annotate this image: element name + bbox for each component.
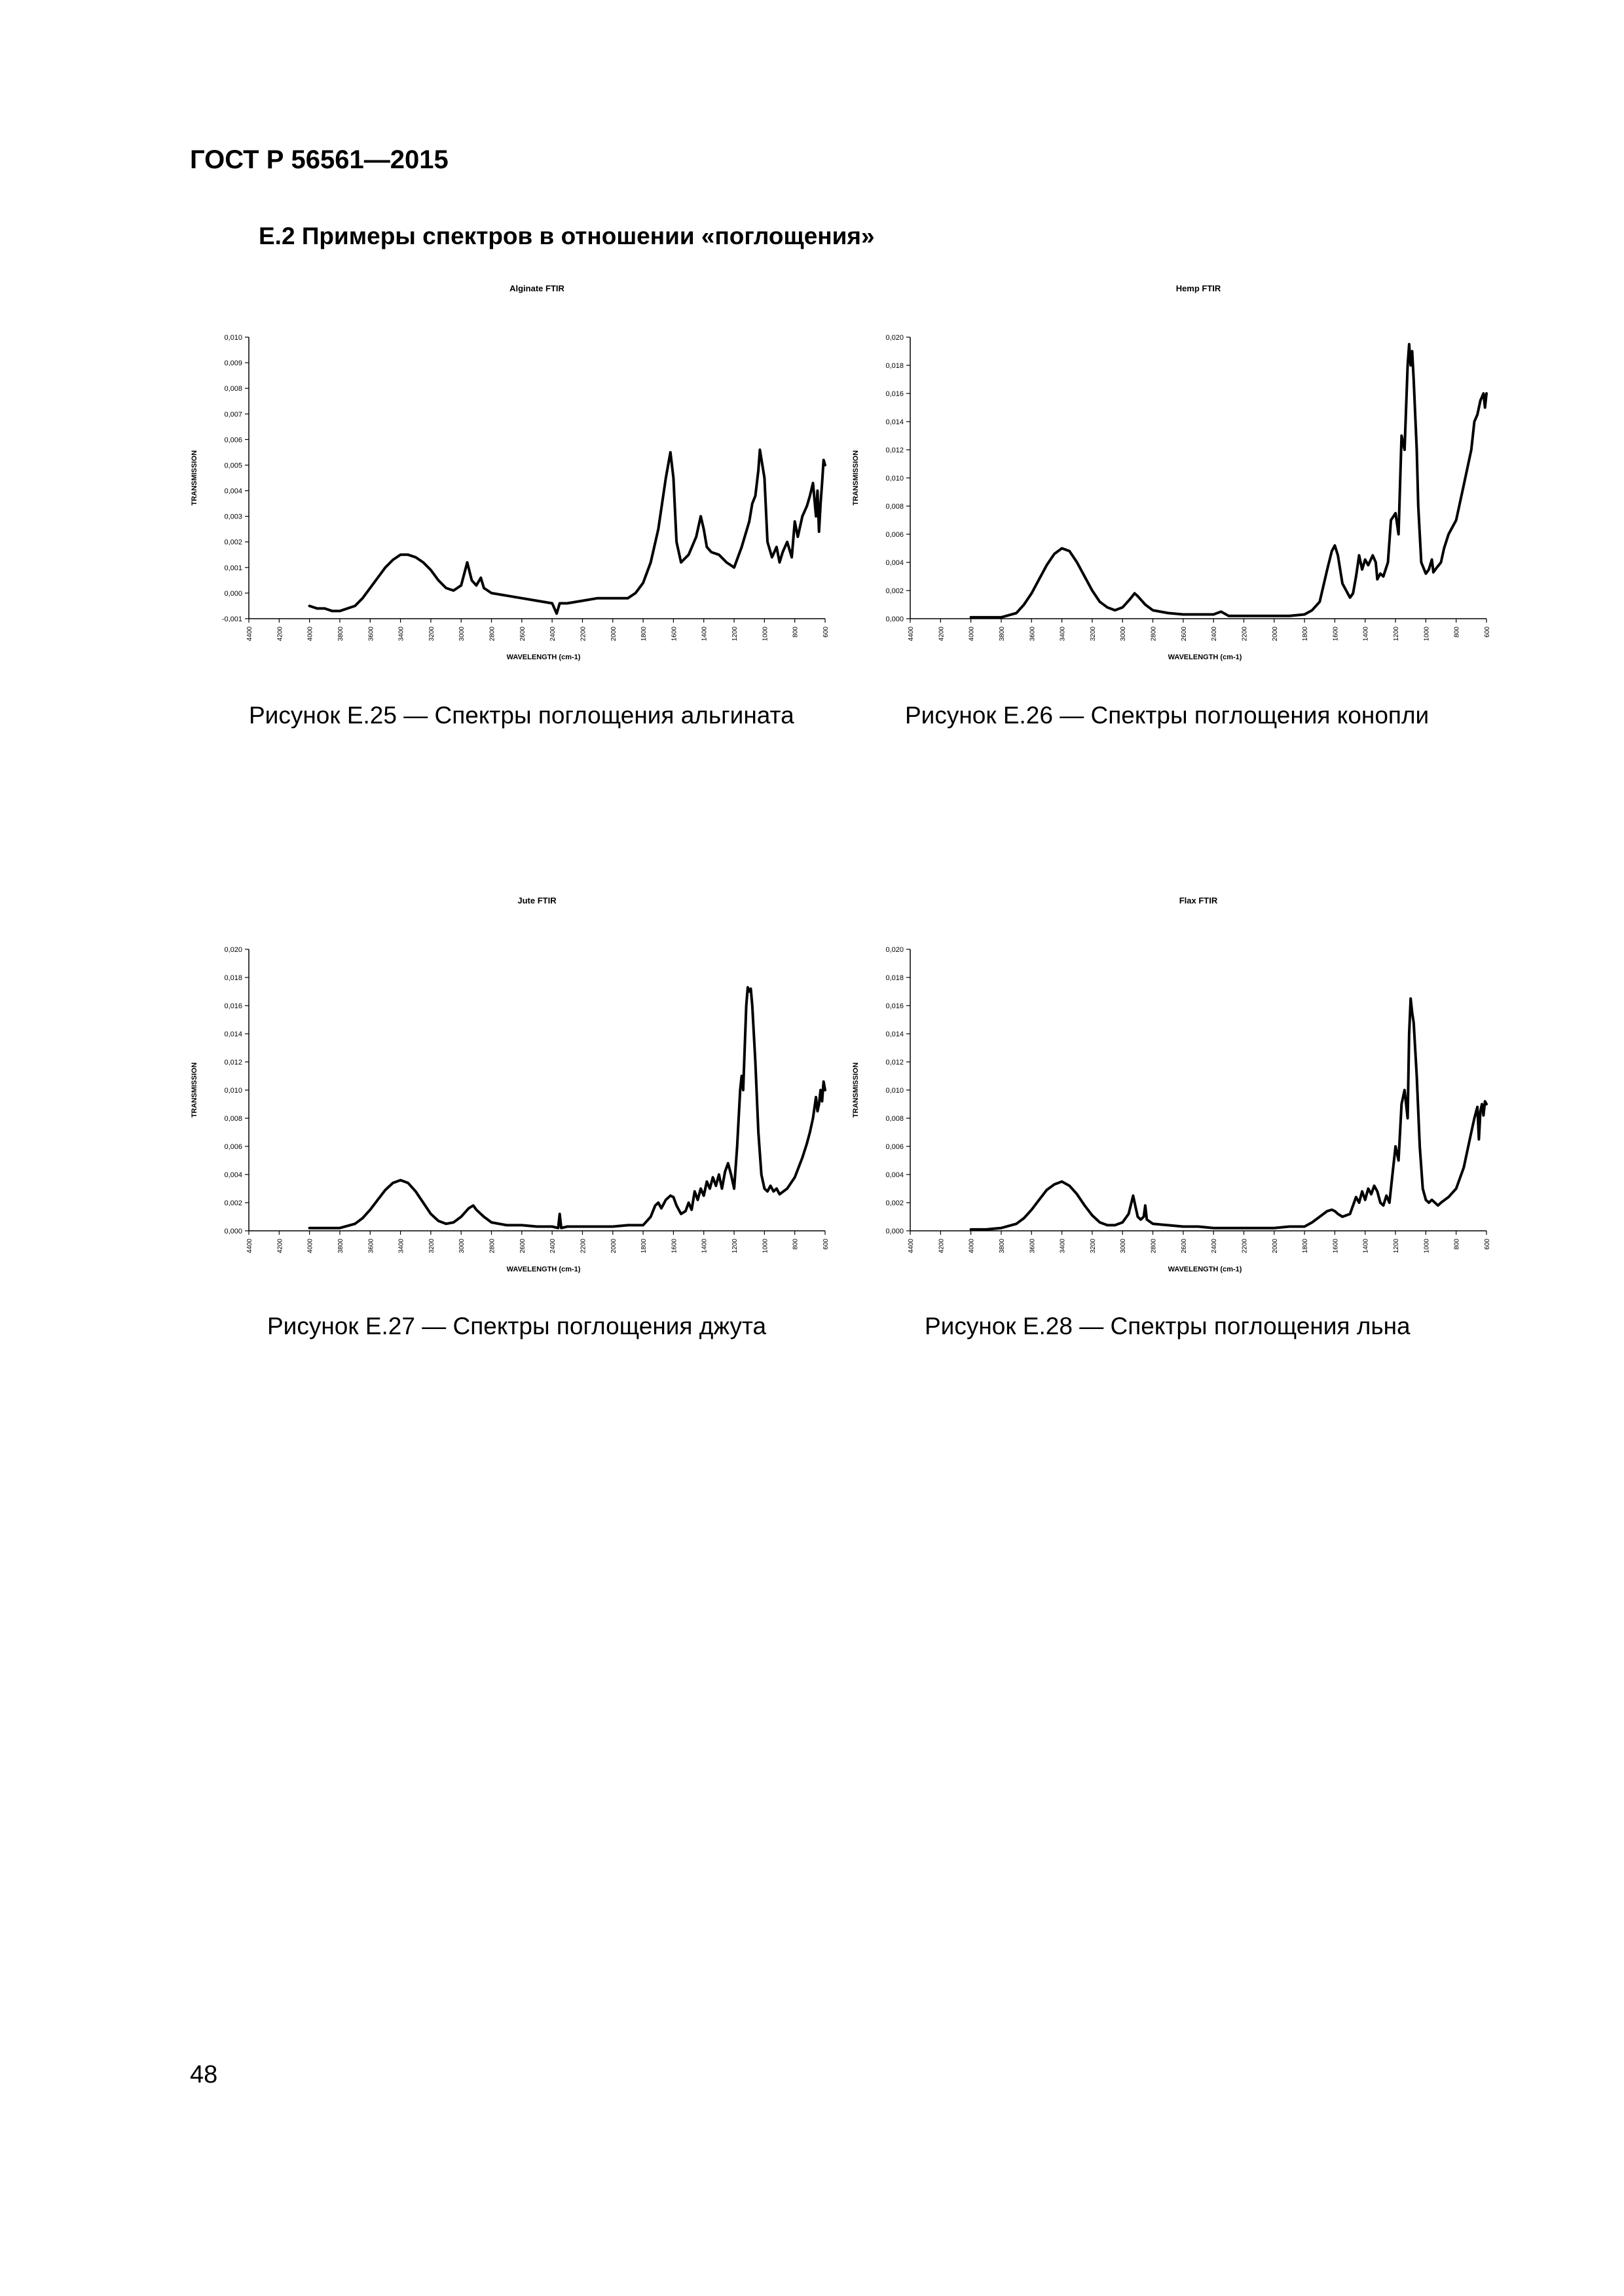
x-tick-label: 2000: [610, 1239, 618, 1254]
series-line: [971, 344, 1486, 617]
x-axis-label: WAVELENGTH (cm-1): [506, 1266, 581, 1273]
y-tick-label: 0,012: [885, 446, 904, 454]
document-code: ГОСТ Р 56561—2015: [190, 145, 449, 174]
x-tick-label: 2000: [1271, 1239, 1279, 1254]
x-tick-label: 1400: [1362, 627, 1370, 642]
page-number: 48: [190, 2061, 218, 2088]
x-tick-label: 1000: [762, 1239, 769, 1254]
x-tick-label: 1400: [701, 627, 709, 642]
y-tick-label: 0,018: [885, 974, 904, 982]
x-tick-label: 2600: [1180, 627, 1188, 642]
y-axis-label: TRANSMISSION: [852, 450, 860, 506]
y-tick-label: 0,012: [885, 1059, 904, 1066]
y-tick-label: 0,006: [885, 531, 904, 539]
x-tick-label: 3600: [367, 627, 375, 642]
x-tick-label: 600: [1484, 627, 1491, 638]
y-axis-label: TRANSMISSION: [191, 1062, 198, 1118]
chart-title: Hemp FTIR: [1175, 283, 1221, 293]
x-tick-label: 2400: [1211, 627, 1219, 642]
x-tick-label: 1000: [762, 627, 769, 642]
x-tick-label: 1400: [701, 1239, 709, 1254]
x-tick-label: 4400: [908, 1239, 915, 1254]
x-tick-label: 4200: [276, 1239, 284, 1254]
y-tick-label: 0,008: [224, 385, 242, 393]
x-tick-label: 4000: [968, 627, 976, 642]
chart-jute: [157, 890, 838, 1342]
y-tick-label: 0,018: [224, 974, 242, 982]
y-tick-label: 0,010: [224, 1087, 242, 1095]
y-tick-label: 0,008: [885, 503, 904, 511]
y-tick-label: 0,008: [885, 1115, 904, 1123]
chart-svg: [819, 890, 1500, 1342]
y-tick-label: 0,000: [885, 1228, 904, 1235]
x-tick-label: 2200: [1241, 627, 1249, 642]
y-tick-label: 0,000: [224, 589, 242, 598]
y-tick-label: 0,012: [224, 1059, 242, 1066]
y-tick-label: 0,002: [885, 587, 904, 595]
x-tick-label: 2200: [580, 1239, 587, 1254]
x-tick-label: 1000: [1423, 627, 1431, 642]
y-tick-label: 0,004: [224, 487, 242, 496]
y-tick-label: 0,016: [885, 390, 904, 398]
x-tick-label: 3600: [1029, 1239, 1037, 1254]
x-tick-label: 3600: [367, 1239, 375, 1254]
x-tick-label: 4000: [306, 627, 314, 642]
series-line: [310, 987, 825, 1228]
y-tick-label: 0,014: [224, 1030, 242, 1038]
y-tick-label: 0,008: [224, 1115, 242, 1123]
y-tick-label: 0,016: [224, 1002, 242, 1010]
x-tick-label: 1800: [640, 1239, 648, 1254]
x-tick-label: 3400: [1059, 1239, 1067, 1254]
x-tick-label: 2600: [519, 1239, 526, 1254]
chart-svg: [157, 278, 838, 730]
x-tick-label: 1800: [1302, 627, 1310, 642]
x-tick-label: 3000: [458, 1239, 466, 1254]
x-tick-label: 4200: [276, 627, 284, 642]
x-tick-label: 4200: [938, 1239, 946, 1254]
y-tick-label: 0,004: [224, 1171, 242, 1179]
y-tick-label: 0,010: [224, 334, 242, 342]
x-tick-label: 600: [822, 627, 830, 638]
x-axis-label: WAVELENGTH (cm-1): [1168, 653, 1242, 661]
y-tick-label: 0,009: [224, 359, 242, 368]
x-tick-label: 2000: [610, 627, 618, 642]
x-tick-label: 3800: [998, 1239, 1006, 1254]
x-tick-label: 1400: [1362, 1239, 1370, 1254]
y-tick-label: 0,014: [885, 418, 904, 426]
y-axis-label: TRANSMISSION: [191, 450, 198, 506]
x-tick-label: 2200: [1241, 1239, 1249, 1254]
x-tick-label: 3200: [1089, 627, 1097, 642]
y-tick-label: 0,006: [224, 436, 242, 445]
x-tick-label: 800: [1453, 627, 1461, 638]
y-tick-label: 0,004: [885, 559, 904, 567]
x-tick-label: 2000: [1271, 627, 1279, 642]
y-tick-label: -0,001: [221, 615, 242, 623]
x-tick-label: 1600: [1332, 1239, 1340, 1254]
x-tick-label: 3800: [337, 1239, 344, 1254]
x-tick-label: 3400: [397, 1239, 405, 1254]
y-tick-label: 0,002: [885, 1199, 904, 1207]
y-tick-label: 0,020: [885, 946, 904, 954]
chart-title: Jute FTIR: [517, 896, 557, 905]
x-tick-label: 2800: [489, 627, 496, 642]
x-tick-label: 2600: [519, 627, 526, 642]
x-tick-label: 3400: [1059, 627, 1067, 642]
y-axis-label: TRANSMISSION: [852, 1062, 860, 1118]
x-tick-label: 2400: [549, 1239, 557, 1254]
series-line: [971, 998, 1486, 1230]
y-tick-label: 0,010: [885, 1087, 904, 1095]
x-tick-label: 4200: [938, 627, 946, 642]
chart-title: Alginate FTIR: [509, 283, 564, 293]
y-tick-label: 0,005: [224, 462, 242, 470]
y-tick-label: 0,000: [224, 1228, 242, 1235]
x-tick-label: 600: [822, 1239, 830, 1250]
y-tick-label: 0,006: [224, 1143, 242, 1151]
x-tick-label: 2800: [489, 1239, 496, 1254]
x-tick-label: 800: [1453, 1239, 1461, 1250]
x-axis-label: WAVELENGTH (cm-1): [506, 653, 581, 661]
x-tick-label: 3200: [428, 627, 435, 642]
x-tick-label: 3800: [337, 627, 344, 642]
x-tick-label: 1600: [671, 1239, 678, 1254]
x-tick-label: 3200: [1089, 1239, 1097, 1254]
x-tick-label: 800: [792, 627, 800, 638]
x-tick-label: 4400: [246, 1239, 253, 1254]
x-tick-label: 4400: [908, 627, 915, 642]
y-tick-label: 0,006: [885, 1143, 904, 1151]
x-tick-label: 1000: [1423, 1239, 1431, 1254]
x-tick-label: 1200: [731, 1239, 739, 1254]
x-tick-label: 1200: [1393, 1239, 1401, 1254]
x-tick-label: 800: [792, 1239, 800, 1250]
x-tick-label: 4000: [968, 1239, 976, 1254]
x-tick-label: 3400: [397, 627, 405, 642]
x-tick-label: 2800: [1150, 627, 1158, 642]
y-tick-label: 0,010: [885, 475, 904, 483]
x-tick-label: 1200: [731, 627, 739, 642]
y-tick-label: 0,000: [885, 615, 904, 623]
figure-caption-e27: Рисунок Е.27 — Спектры поглощения джута: [267, 1313, 767, 1339]
series-line: [310, 450, 825, 613]
x-tick-label: 1600: [1332, 627, 1340, 642]
x-tick-label: 2800: [1150, 1239, 1158, 1254]
x-tick-label: 3800: [998, 627, 1006, 642]
x-tick-label: 2200: [580, 627, 587, 642]
x-tick-label: 1200: [1393, 627, 1401, 642]
y-tick-label: 0,004: [885, 1171, 904, 1179]
x-tick-label: 3600: [1029, 627, 1037, 642]
x-tick-label: 3000: [1120, 627, 1128, 642]
y-tick-label: 0,018: [885, 362, 904, 370]
y-tick-label: 0,016: [885, 1002, 904, 1010]
x-tick-label: 600: [1484, 1239, 1491, 1250]
x-tick-label: 1600: [671, 627, 678, 642]
chart-svg: [819, 278, 1500, 730]
y-tick-label: 0,007: [224, 410, 242, 419]
y-tick-label: 0,001: [224, 564, 242, 572]
x-tick-label: 4400: [246, 627, 253, 642]
figure-caption-e26: Рисунок Е.26 — Спектры поглощения конопли: [905, 702, 1430, 729]
chart-svg: [157, 890, 838, 1342]
y-tick-label: 0,020: [224, 946, 242, 954]
x-axis-label: WAVELENGTH (cm-1): [1168, 1266, 1242, 1273]
chart-hemp: [819, 278, 1500, 730]
y-tick-label: 0,003: [224, 513, 242, 521]
x-tick-label: 2400: [1211, 1239, 1219, 1254]
figure-caption-e25: Рисунок Е.25 — Спектры поглощения альгината: [249, 702, 794, 729]
y-tick-label: 0,020: [885, 334, 904, 342]
figure-caption-e28: Рисунок Е.28 — Спектры поглощения льна: [925, 1313, 1411, 1339]
y-tick-label: 0,002: [224, 1199, 242, 1207]
x-tick-label: 2400: [549, 627, 557, 642]
x-tick-label: 2600: [1180, 1239, 1188, 1254]
x-tick-label: 3200: [428, 1239, 435, 1254]
chart-alginate: [157, 278, 838, 730]
y-tick-label: 0,002: [224, 538, 242, 547]
x-tick-label: 1800: [640, 627, 648, 642]
chart-title: Flax FTIR: [1179, 896, 1218, 905]
x-tick-label: 1800: [1302, 1239, 1310, 1254]
x-tick-label: 4000: [306, 1239, 314, 1254]
x-tick-label: 3000: [458, 627, 466, 642]
chart-flax: [819, 890, 1500, 1342]
y-tick-label: 0,014: [885, 1030, 904, 1038]
x-tick-label: 3000: [1120, 1239, 1128, 1254]
section-title: Е.2 Примеры спектров в отношении «поглощения»: [259, 223, 875, 249]
